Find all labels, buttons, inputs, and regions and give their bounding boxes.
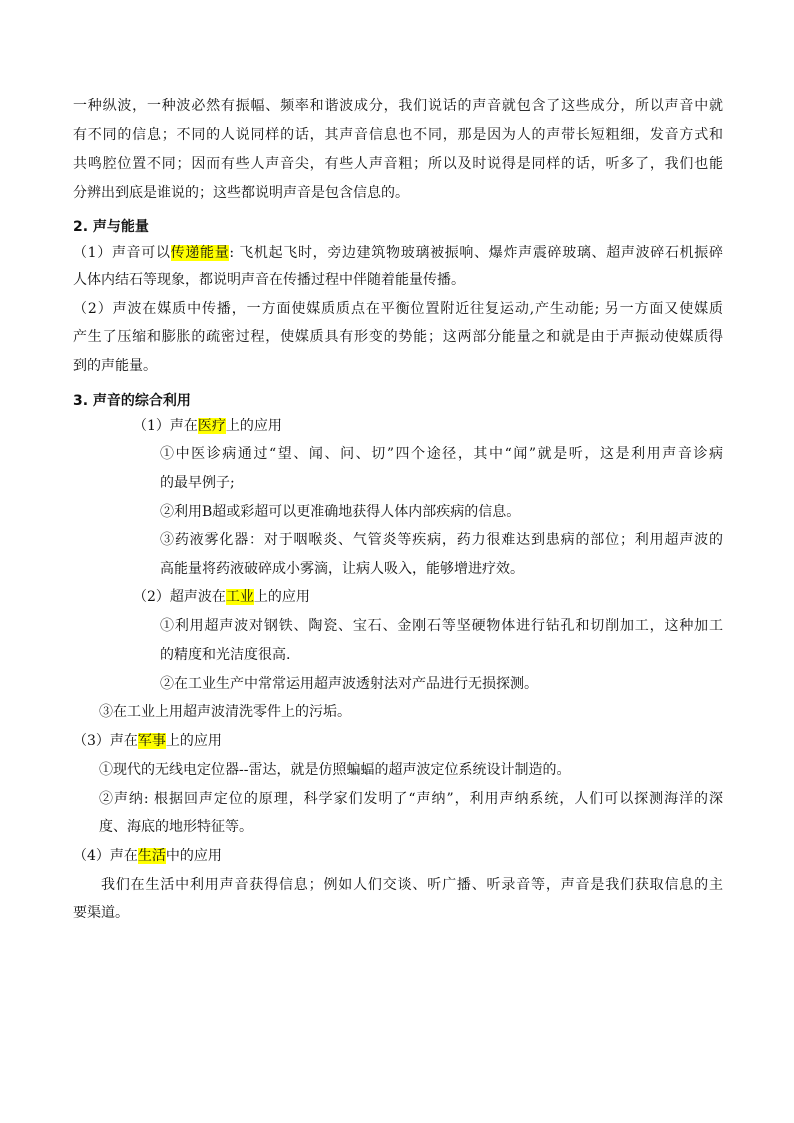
highlight-transfer-energy: 传递能量	[170, 245, 230, 261]
highlight-industry: 工业	[225, 589, 254, 605]
sec2-p2-line-2: 产生了压缩和膨胀的疏密过程，使媒质具有形变的势能；这两部分能量之和就是由于声振动使媒质得	[73, 329, 723, 345]
sec2-p2-line-1: （2）声波在媒质中传播，一方面使媒质质点在平衡位置附近往复运动,产生动能; 另一方面又使媒质	[73, 301, 723, 317]
military-prefix: （3）声在	[73, 733, 138, 749]
section-2-heading: 2. 声与能量	[73, 219, 149, 235]
sec2-p1-line-1	[73, 243, 723, 263]
industry-suffix: 上的应用	[253, 589, 310, 605]
life-subheading	[73, 846, 222, 866]
life-prefix: （4）声在	[73, 848, 138, 864]
section-3-heading: 3. 声音的综合利用	[73, 393, 191, 409]
military-item-2-line-2: 度、海底的地形特征等。	[99, 819, 253, 835]
medical-subheading	[133, 416, 282, 436]
industry-item-1-line-1: ①利用超声波对钢铁、陶瓷、宝石、金刚石等坚硬物体进行钻孔和切削加工，这种加工	[160, 618, 723, 634]
intro-line-1: 一种纵波，一种波必然有振幅、频率和谐波成分，我们说话的声音就包含了这些成分，所以声音中就	[73, 98, 723, 114]
military-subheading	[73, 731, 222, 751]
military-item-2-line-1: ②声纳: 根据回声定位的原理，科学家们发明了“声纳”，利用声纳系统，人们可以探测海洋的深	[99, 791, 723, 807]
medical-item-2: ②利用B超或彩超可以更准确地获得人体内部疾病的信息。	[160, 504, 521, 520]
sec2-p2-line-3: 到的声能量。	[73, 358, 157, 374]
medical-item-1-line-2: 的最早例子;	[160, 475, 235, 491]
life-paragraph-line-2: 要渠道。	[73, 905, 129, 921]
sec2-p1-rest: : 飞机起飞时，旁边建筑物玻璃被振响、爆炸声震碎玻璃、超声波碎石机振碎	[229, 245, 723, 261]
highlight-medical: 医疗	[197, 418, 226, 434]
medical-item-3-line-2: 高能量将药液破碎成小雾滴，让病人吸入，能够增进疗效。	[160, 561, 524, 577]
medical-item-1-line-1: ①中医诊病通过“望、闻、问、切”四个途径，其中“闻”就是听，这是利用声音诊病	[160, 446, 723, 462]
life-paragraph-line-1: 我们在生活中利用声音获得信息；例如人们交谈、听广播、听录音等，声音是我们获取信息的主	[101, 877, 723, 893]
medical-suffix: 上的应用	[225, 418, 282, 434]
industry-subheading	[133, 587, 310, 607]
intro-line-2: 有不同的信息；不同的人说同样的话，其声音信息也不同，那是因为人的声带长短粗细，发音方式和	[73, 127, 723, 143]
highlight-life: 生活	[137, 848, 166, 864]
military-suffix: 上的应用	[165, 733, 222, 749]
medical-prefix: （1）声在	[133, 418, 198, 434]
intro-line-4: 分辨出到底是谁说的；这些都说明声音是包含信息的。	[73, 185, 409, 201]
industry-item-3: ③在工业上用超声波清洗零件上的污垢。	[99, 704, 351, 720]
highlight-military: 军事	[137, 733, 166, 749]
industry-prefix: （2）超声波在	[133, 589, 226, 605]
industry-item-1-line-2: 的精度和光洁度很高.	[160, 647, 291, 663]
life-suffix: 中的应用	[165, 848, 222, 864]
medical-item-3-line-1: ③药液雾化器：对于咽喉炎、气管炎等疾病，药力很难达到患病的部位；利用超声波的	[160, 532, 723, 548]
military-item-1: ①现代的无线电定位器--雷达，就是仿照蝙蝠的超声波定位系统设计制造的。	[99, 762, 571, 778]
sec2-p1-prefix: （1）声音可以	[73, 245, 171, 261]
intro-line-3: 共鸣腔位置不同；因而有些人声音尖，有些人声音粗；所以及时说得是同样的话，听多了，我们也能	[73, 156, 723, 172]
sec2-p1-line-2: 人体内结石等现象，都说明声音在传播过程中伴随着能量传播。	[73, 272, 465, 288]
industry-item-2: ②在工业生产中常常运用超声波透射法对产品进行无损探测。	[160, 676, 538, 692]
